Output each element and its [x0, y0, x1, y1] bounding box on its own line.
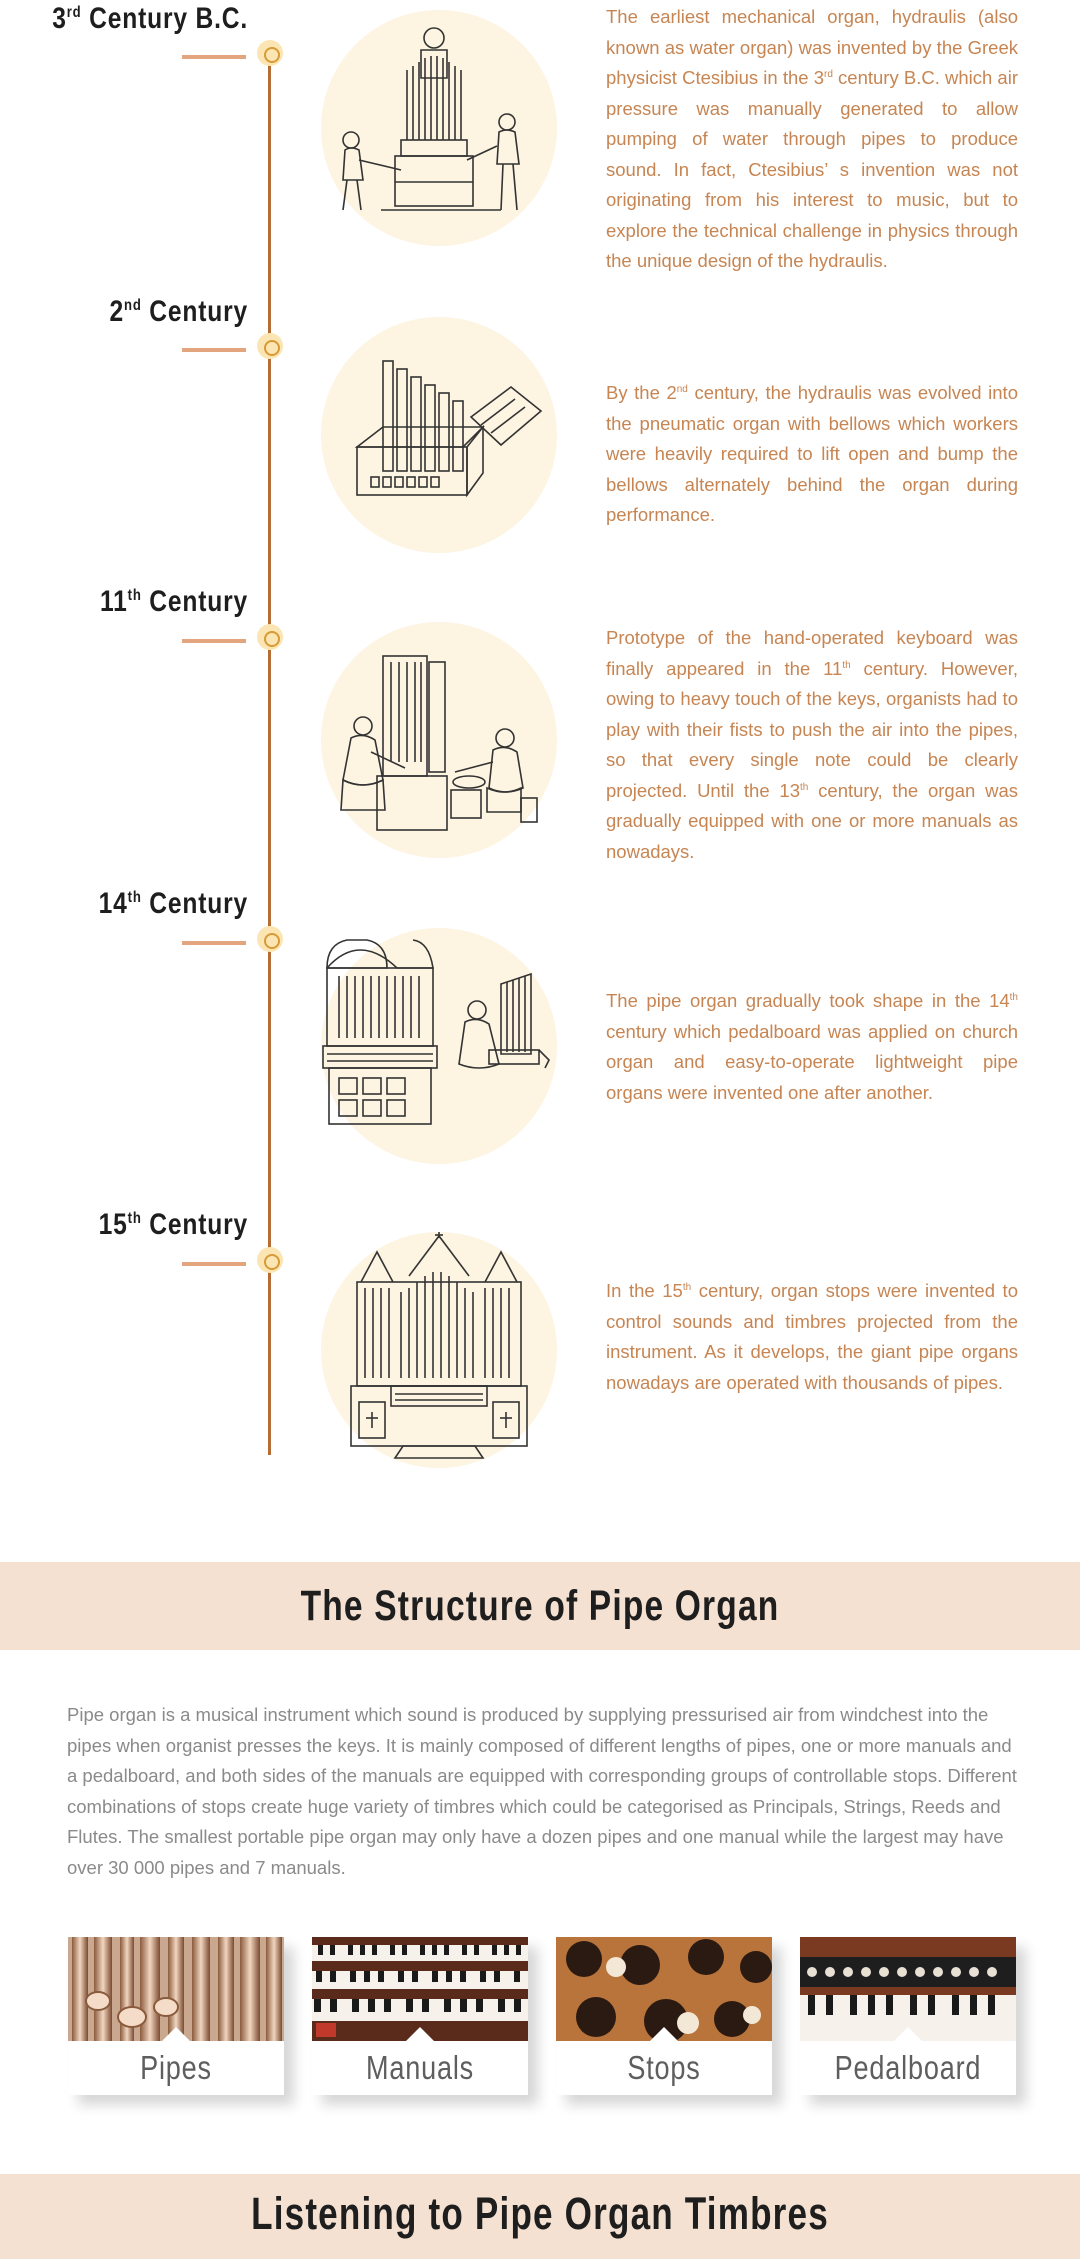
manuals-photo [312, 1937, 528, 2041]
timeline-dot [257, 926, 283, 952]
century-heading [45, 887, 248, 921]
century-ordinal: th [127, 1210, 142, 1227]
card-label: Manuals [365, 2049, 475, 2086]
century-suffix: Century [141, 887, 248, 920]
pipes-photo [68, 1937, 284, 2041]
timeline-dot [257, 333, 283, 359]
section-header-listening [0, 2174, 1080, 2259]
century-number: 3 [52, 2, 67, 35]
card-label: Pipes [140, 2049, 212, 2086]
century-tick [182, 941, 246, 945]
card-stops[interactable] [556, 1937, 772, 2095]
century-heading [45, 1208, 248, 1242]
century-tick [182, 348, 246, 352]
century-suffix: Century B.C. [81, 2, 248, 35]
structure-intro-text: Pipe organ is a musical instrument which sound is produced by supplying pressurised air from windchest into the pipes when organist presses the keys. It is mainly composed of different lengths of pipes, one or more manuals and a pedalboard, and both sides of the manuals are equipped with corresponding groups of controllable stops. Different combinations of stops create huge variety of timbres which could be categorised as Principals, Strings, Reeds and Flutes. The smallest portable pipe organ may only have a dozen pipes and one manual while the largest may have over 30 000 pipes and 7 manuals. [67, 1704, 1017, 1878]
timeline-description: The pipe organ gradually took shape in the 14th century which pedalboard was applied on church organ and easy-to-operate lightweight pipe organs were invented one after another. [606, 990, 1018, 1103]
century-tick [182, 639, 246, 643]
hydraulis-illustration [321, 10, 557, 246]
church-organ-illustration [321, 928, 557, 1164]
keyboard-organ-illustration [321, 622, 557, 858]
century-tick [182, 1262, 246, 1266]
card-manuals[interactable] [312, 1937, 528, 2095]
century-ordinal: th [127, 889, 142, 906]
card-label: Pedalboard [834, 2049, 982, 2086]
card-pipes[interactable] [68, 1937, 284, 2095]
timeline-description: By the 2nd century, the hydraulis was evolved into the pneumatic organ with bellows which workers were heavily required to lift open and bump the bellows alternately behind the organ during performance. [606, 382, 1018, 525]
century-tick [182, 55, 246, 59]
card-label: Stops [627, 2049, 701, 2086]
century-number: 15 [98, 1208, 128, 1241]
century-ordinal: nd [123, 297, 142, 314]
timeline-dot [257, 1247, 283, 1273]
century-number: 11 [99, 585, 128, 618]
card-notch [162, 2027, 190, 2041]
century-ordinal: rd [66, 4, 82, 21]
century-suffix: Century [141, 1208, 248, 1241]
timeline-description: The earliest mechanical organ, hydraulis (also known as water organ) was invented by the Greek physicist Ctesibius in the 3rd century B.C. which air pressure was manually generated to allow pumping of water through pipes to produce sound. In fact, Ctesibius’ s invention was not originating from his interest to music, but to explore the technical challenge in physics through the unique design of the hydraulis. [606, 6, 1018, 271]
giant-pipe-organ-illustration [321, 1232, 557, 1468]
card-notch [894, 2027, 922, 2041]
section-title: The Structure of Pipe Organ [300, 1582, 780, 1630]
timeline-dot [257, 624, 283, 650]
century-heading [45, 585, 248, 619]
timeline-description: Prototype of the hand-operated keyboard was finally appeared in the 11th century. However, owing to heavy touch of the keys, organists had to play with their fists to push the air into the pipes, so that every single note could be clearly projected. Until the 13th century, the organ was gradually equipped with one or more manuals as nowadays. [606, 627, 1018, 862]
century-number: 14 [98, 887, 128, 920]
card-pedalboard[interactable] [800, 1937, 1016, 2095]
card-notch [406, 2027, 434, 2041]
century-number: 2 [109, 295, 124, 328]
century-heading [45, 2, 248, 36]
section-header-structure [0, 1562, 1080, 1650]
stops-photo [556, 1937, 772, 2041]
timeline-description: In the 15th century, organ stops were invented to control sounds and timbres projected from the instrument. As it develops, the giant pipe organs nowadays are operated with thousands of pipes. [606, 1280, 1018, 1393]
century-suffix: Century [141, 295, 248, 328]
century-heading [45, 295, 248, 329]
timeline-line [268, 50, 271, 1455]
pedalboard-photo [800, 1937, 1016, 2041]
century-ordinal: th [127, 587, 142, 604]
timeline-dot [257, 40, 283, 66]
section-title: Listening to Pipe Organ Timbres [251, 2188, 829, 2239]
pneumatic-organ-illustration [321, 317, 557, 553]
card-notch [650, 2027, 678, 2041]
century-suffix: Century [141, 585, 248, 618]
